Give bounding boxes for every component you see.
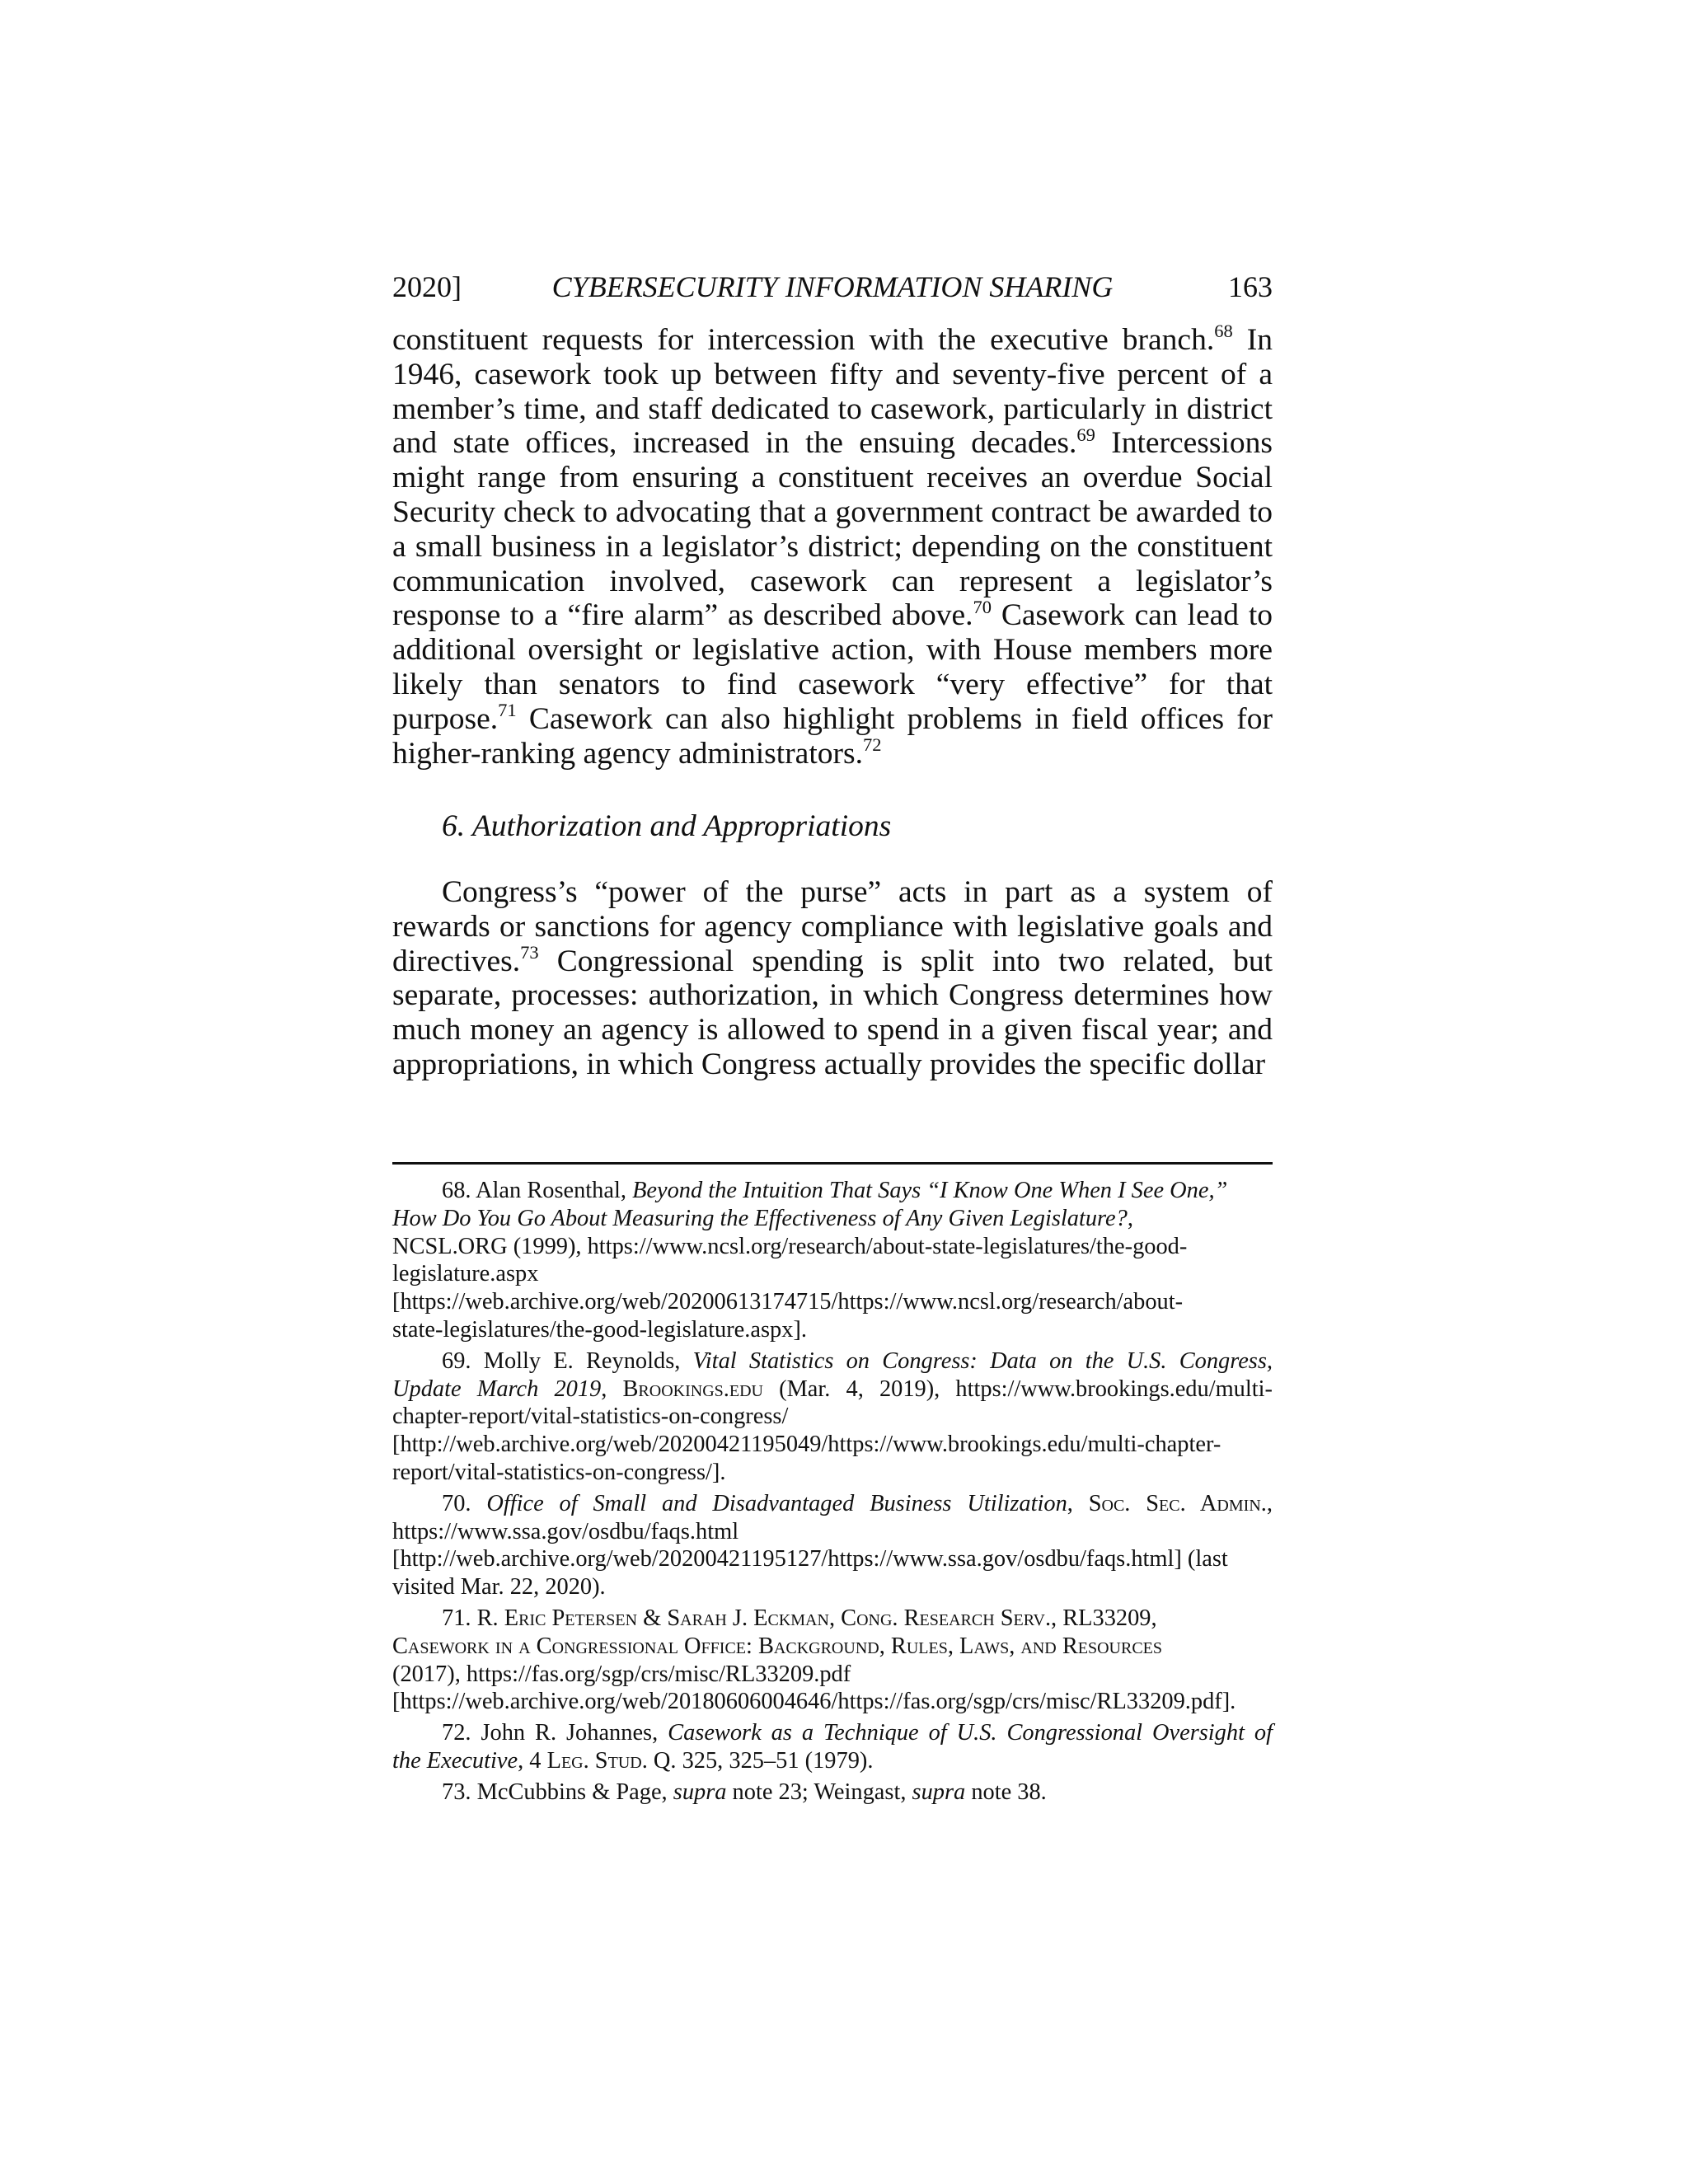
footnote-72: 72. John R. Johannes, Casework as a Technique of U.S. Congressional Oversight of the Executive, 4 Leg. Stud. Q. 325, 325–51 (1979).: [392, 1720, 1273, 1774]
footnote-ref[interactable]: 72: [862, 733, 882, 755]
body-paragraph-1: [392, 323, 1273, 771]
running-head-title: CYBERSECURITY INFORMATION SHARING: [551, 270, 1114, 303]
paragraph-text: constituent requests for intercession with the executive branch.$^{68}$ In 1946, casework took up between fifty and seventy-five percent of a member’s time, and staff dedicated to casework, particularly in district and state offices, increased in the ensuing decades.$^{69}$ Intercessions might range from ensuring a constituent receives an overdue Social Security check to advocating that a government contract be awarded to a small business in a legislator’s district; depending on the constituent communication involved, casework can represent a legislator’s response to a “fire alarm” as described above.$^{70}$ Casework can lead to additional oversight or legislative action, with House members more likely than senators to find casework “very effective” for that purpose.$^{71}$ Casework can also highlight problems in field offices for higher-ranking agency administrators.$^{72}$: [392, 321, 1273, 771]
paragraph-text: Congress’s “power of the purse” acts in part as a system of rewards or sanctions for agency compliance with legislative goals and directives.$^{73}$ Congressional spending is split into two related, but separate, processes: authorization, in which Congress determines how much money an agency is allowed to spend in a given fiscal year; and appropriations, in which Congress actually provides the specific dollar: [392, 875, 1273, 1081]
footnote-ref[interactable]: 68: [1214, 321, 1233, 342]
running-head-year: 2020]: [392, 270, 462, 303]
footnote-ref[interactable]: 69: [1076, 424, 1095, 445]
body-paragraph-2: [392, 875, 1273, 1082]
link-text[interactable]: [http://web.archive.org/web/20200421195127/https://www.ssa.gov/osdbu/faqs.html] (last: [392, 1546, 1228, 1572]
link-text[interactable]: (Mar. 4, 2019), https://www.brookings.edu/multi-: [762, 1376, 1273, 1402]
footnote-ref[interactable]: 71: [498, 700, 517, 721]
link-text[interactable]: legislature.aspx: [392, 1261, 539, 1287]
footnote-73: 73. McCubbins & Page, supra note 23; Weingast, supra note 38.: [442, 1779, 1047, 1805]
link-text[interactable]: (1999), https://www.ncsl.org/research/about-state-legislatures/the-good-: [507, 1233, 1188, 1259]
footnote-ref[interactable]: 70: [973, 596, 992, 617]
running-head: [392, 264, 1273, 310]
link-text[interactable]: chapter-report/vital-statistics-on-congress/: [392, 1404, 789, 1430]
link-text[interactable]: [https://web.archive.org/web/20200613174715/https://www.ncsl.org/research/about-: [392, 1289, 1184, 1315]
link-text[interactable]: (2017), https://fas.org/sgp/crs/misc/RL33209.pdf: [392, 1661, 851, 1687]
link-text[interactable]: state-legislatures/the-good-legislature.aspx].: [392, 1316, 807, 1343]
link-text[interactable]: [http://web.archive.org/web/20200421195049/https://www.brookings.edu/multi-chapter-: [392, 1432, 1221, 1458]
footnote-separator: [392, 1162, 1273, 1165]
section-heading: 6. Authorization and Appropriations: [442, 809, 892, 843]
footnote-ref[interactable]: 73: [520, 941, 539, 963]
footnote-70: 70. Office of Small and Disadvantaged Business Utilization, Soc. Sec. Admin., https://www.ssa.gov/osdbu/faqs.html [http://web.archive.org/web/20200421195127/https://www.ssa.gov/osdbu/faqs.html] (last visited Mar. 22, 2020).: [392, 1490, 1273, 1601]
footnote-68: 68. Alan Rosenthal, Beyond the Intuition That Says “I Know One When I See One,” How Do You Go About Measuring the Effectiveness of Any Given Legislature?, NCSL.ORG (1999), https://www.ncsl.org/research/about-state-legislatures/the-good- legislature.aspx [https://web.archive.org/web/20200613174715/https://www.ncsl.org/research/about- state-legislatures/the-good-legislature.aspx].: [392, 1177, 1273, 1344]
footnote-71: 71. R. Eric Petersen & Sarah J. Eckman, Cong. Research Serv., RL33209, Casework in a Congressional Office: Background, Rules, Laws, and Resources (2017), https://fas.org/sgp/crs/misc/RL33209.pdf [https://web.archive.org/web/20180606004646/https://fas.org/sgp/crs/misc/RL33209.pdf].: [392, 1605, 1273, 1716]
page-number: 163: [1228, 270, 1273, 303]
link-text[interactable]: https://www.ssa.gov/osdbu/faqs.html: [392, 1518, 739, 1544]
link-text[interactable]: [https://web.archive.org/web/20180606004646/https://fas.org/sgp/crs/misc/RL33209.pdf].: [392, 1689, 1236, 1715]
footnotes: [392, 1177, 1273, 1810]
link-text[interactable]: report/vital-statistics-on-congress/].: [392, 1459, 726, 1485]
footnote-69: 69. Molly E. Reynolds, Vital Statistics on Congress: Data on the U.S. Congress, Update March 2019, Brookings.edu (Mar. 4, 2019), https://www.brookings.edu/multi- chapter-report/vital-statistics-on-congress/ [http://web.archive.org/web/20200421195049/https://www.brookings.edu/multi-chapter- report/vital-statistics-on-congress/].: [392, 1347, 1273, 1485]
